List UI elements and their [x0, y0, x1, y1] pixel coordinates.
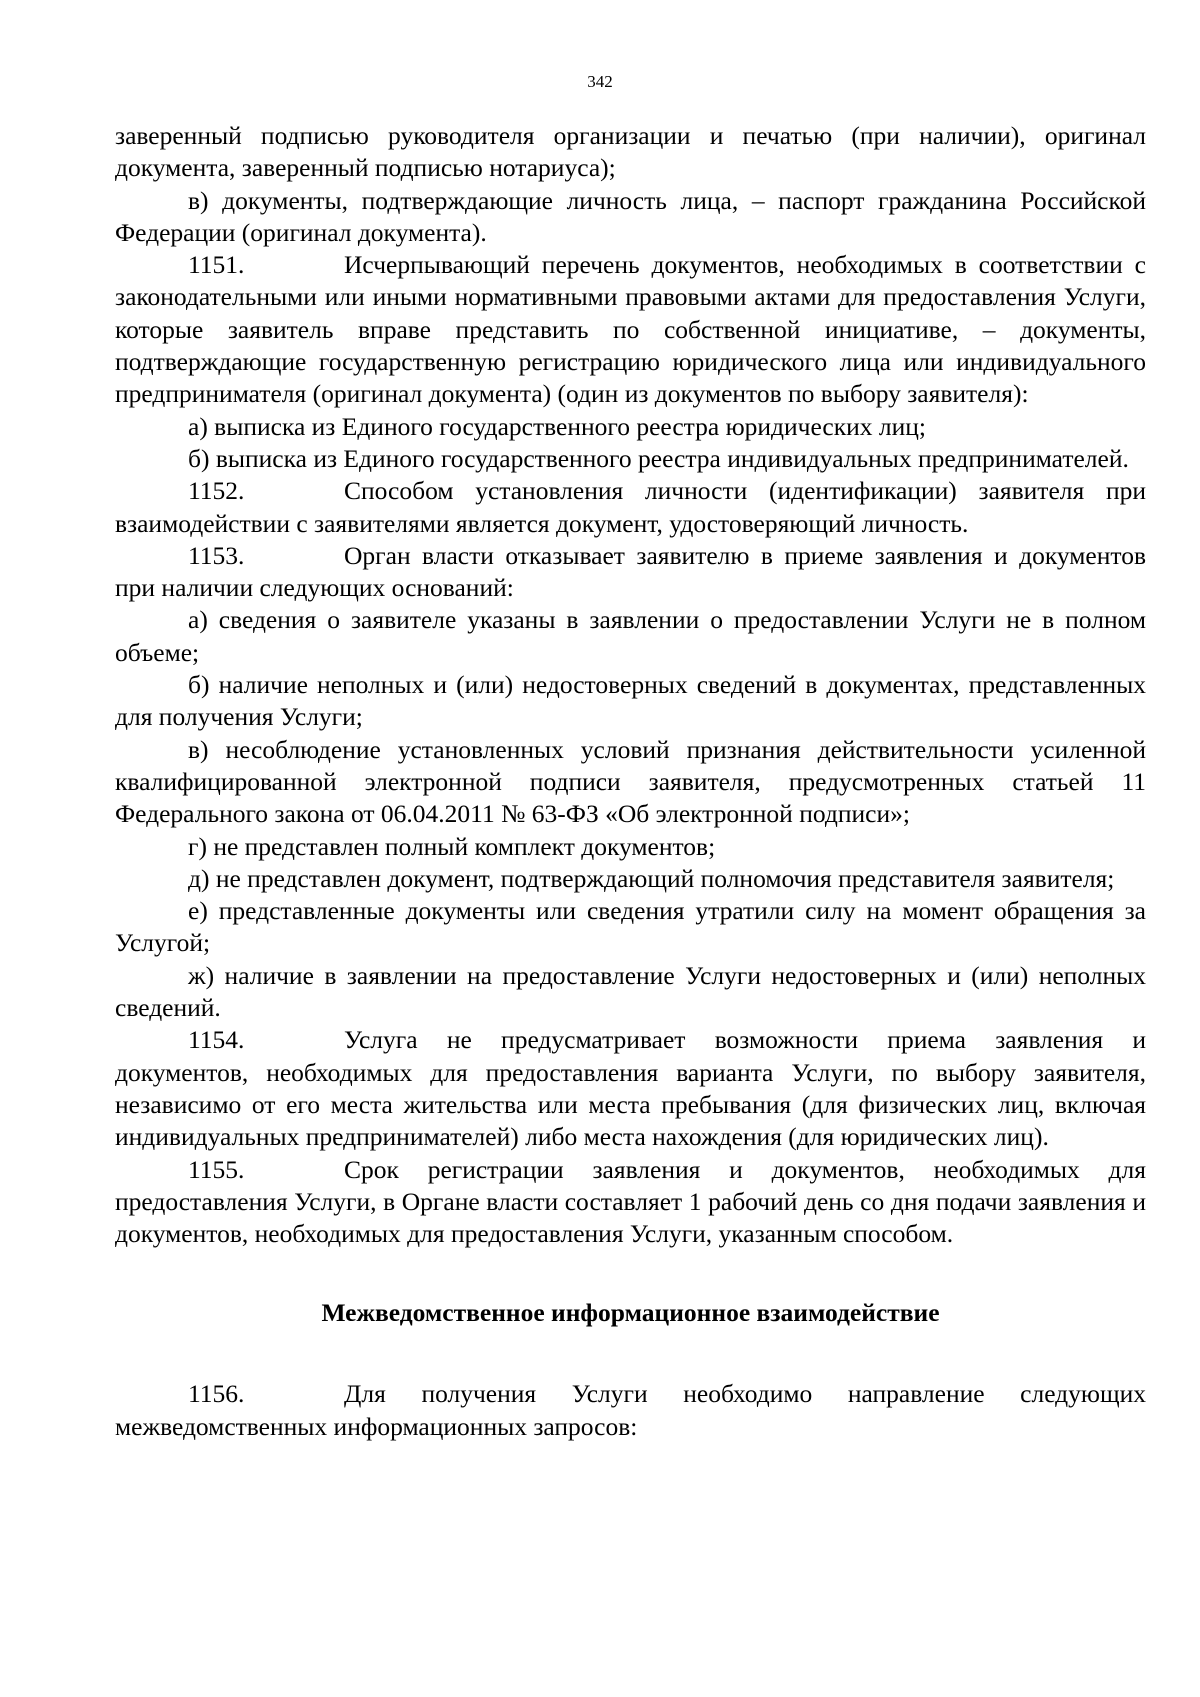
section-heading: Межведомственное информационное взаимодействие — [321, 1298, 940, 1328]
list-item — [115, 185, 1146, 250]
paragraph-text: а) выписка из Единого государственного реестра юридических лиц; — [188, 411, 927, 441]
paragraph-text: Исчерпывающий перечень документов, необходимых в соответствии с законодательными или иными нормативными правовыми актами для предоставления Услуги, которые заявитель вправе представить по собственной инициативе, – документы, подтверждающие государственную регистрацию юридического лица или индивидуального предпринимателя (оригинал документа) (один из документов по выбору заявителя): — [115, 250, 1146, 409]
paragraph-text: б) выписка из Единого государственного реестра индивидуальных предпринимателей. — [188, 443, 1129, 473]
paragraph-text: е) представленные документы или сведения утратили силу на момент обращения за Услугой; — [115, 896, 1146, 958]
paragraph-number: 1154. — [188, 1025, 245, 1055]
numbered-paragraph — [115, 1154, 1146, 1251]
paragraph-number: 1152. — [188, 476, 245, 506]
numbered-paragraph — [115, 540, 1146, 605]
text-block-top — [115, 120, 1146, 1250]
paragraph-number: 1153. — [188, 540, 245, 570]
list-item — [115, 960, 1146, 1025]
paragraph-number: 1156. — [188, 1379, 245, 1409]
page-number: 342 — [587, 72, 613, 91]
numbered-paragraph — [115, 1024, 1146, 1153]
paragraph-text: г) не представлен полный комплект документов; — [188, 831, 716, 861]
list-item — [115, 669, 1146, 734]
list-item — [115, 831, 1146, 863]
list-item — [115, 443, 1146, 475]
document-body — [115, 120, 1146, 1443]
paragraph-number: 1151. — [188, 250, 245, 280]
paragraph-text: б) наличие неполных и (или) недостоверных сведений в документах, представленных для получения Услуги; — [115, 670, 1146, 732]
paragraph-text: заверенный подписью руководителя организации и печатью (при наличии), оригинал документа, заверенный подписью нотариуса); — [115, 121, 1146, 183]
paragraph-continuation — [115, 120, 1146, 185]
list-item — [115, 411, 1146, 443]
numbered-paragraph — [115, 249, 1146, 410]
list-item — [115, 734, 1146, 831]
paragraph-text: Услуга не предусматривает возможности приема заявления и документов, необходимых для предоставления варианта Услуги, по выбору заявителя, независимо от его места жительства или места пребывания (для физических лиц, включая индивидуальных предпринимателей) либо места нахождения (для юридических лиц). — [115, 1025, 1146, 1152]
text-block-bottom — [115, 1378, 1146, 1443]
numbered-paragraph — [115, 1378, 1146, 1443]
list-item — [115, 604, 1146, 669]
paragraph-text: Орган власти отказывает заявителю в приеме заявления и документов при наличии следующих оснований: — [115, 540, 1146, 603]
numbered-paragraph — [115, 475, 1146, 540]
paragraph-text: в) документы, подтверждающие личность лица, – паспорт гражданина Российской Федерации (оригинал документа). — [115, 185, 1146, 247]
list-item — [115, 895, 1146, 960]
paragraph-number: 1155. — [188, 1154, 245, 1184]
list-item — [115, 863, 1146, 895]
paragraph-text: а) сведения о заявителе указаны в заявлении о предоставлении Услуги не в полном объеме; — [115, 605, 1146, 667]
paragraph-text: ж) наличие в заявлении на предоставление Услуги недостоверных и (или) неполных сведений. — [115, 960, 1146, 1023]
paragraph-text: Способом установления личности (идентификации) заявителя при взаимодействии с заявителями является документ, удостоверяющий личность. — [115, 476, 1146, 538]
paragraph-text: в) несоблюдение установленных условий признания действительности усиленной квалифицированной электронной подписи заявителя, предусмотренных статьей 11 Федерального закона от 06.04.2011 № 63-ФЗ «Об электронной подписи»; — [115, 734, 1146, 829]
paragraph-text: д) не представлен документ, подтверждающий полномочия представителя заявителя; — [188, 863, 1115, 893]
paragraph-text: Для получения Услуги необходимо направление следующих межведомственных информационных запросов: — [115, 1379, 1146, 1441]
paragraph-text: Срок регистрации заявления и документов, необходимых для предоставления Услуги, в Органе власти составляет 1 рабочий день со дня подачи заявления и документов, необходимых для предоставления Услуги, указанным способом. — [115, 1154, 1146, 1249]
